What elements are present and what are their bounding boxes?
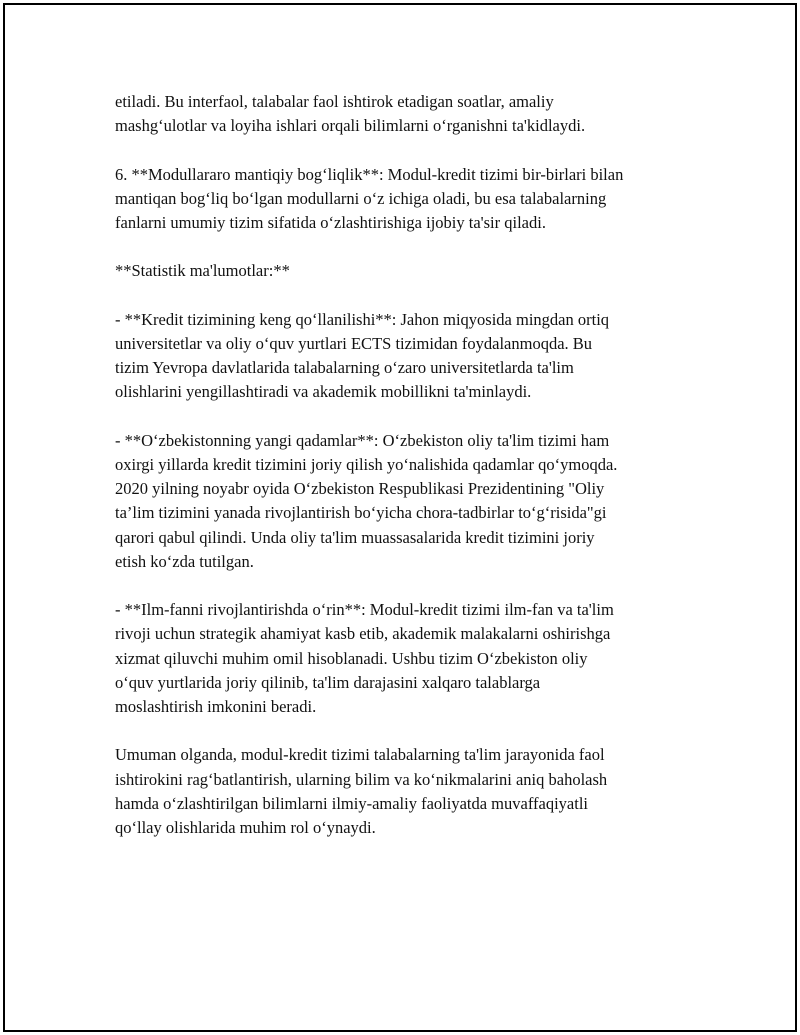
paragraph-spacer bbox=[115, 574, 695, 598]
text-line: moslashtirish imkonini beradi. bbox=[115, 697, 317, 716]
text-line: o‘quv yurtlarida joriy qilinib, ta'lim darajasini xalqaro talablarga bbox=[115, 672, 541, 692]
paragraph bbox=[115, 90, 695, 138]
text-line: qo‘llay olishlarida muhim rol o‘ynaydi. bbox=[115, 818, 376, 837]
paragraph-spacer bbox=[115, 138, 695, 162]
text-line: Umuman olganda, modul-kredit tizimi talabalarning ta'lim jarayonida faol bbox=[115, 745, 605, 765]
text-line: fanlarni umumiy tizim sifatida o‘zlashtirishiga ijobiy ta'sir qiladi. bbox=[115, 213, 546, 232]
text-line: - **Ilm-fanni rivojlantirishda o‘rin**: Modul-kredit tizimi ilm-fan va ta'lim bbox=[115, 600, 614, 620]
text-line: mashg‘ulotlar va loyiha ishlari orqali bilimlarni o‘rganishni ta'kidlaydi. bbox=[115, 116, 586, 136]
text-line: ta’lim tizimini yanada rivojlantirish bo‘yicha chora-tadbirlar to‘g‘risida"gi bbox=[115, 503, 607, 523]
text-line: tizim Yevropa davlatlarida talabalarning o‘zaro universitetlarda ta'lim bbox=[115, 358, 574, 378]
paragraph-spacer bbox=[115, 719, 695, 743]
text-line: oxirgi yillarda kredit tizimini joriy qilish yo‘nalishida qadamlar qo‘ymoqda. bbox=[115, 454, 618, 474]
paragraph-spacer bbox=[115, 284, 695, 308]
paragraph bbox=[115, 429, 695, 574]
text-line: etiladi. Bu interfaol, talabalar faol ishtirok etadigan soatlar, amaliy bbox=[115, 92, 554, 111]
text-line: olishlarini yengillashtiradi va akademik mobillikni ta'minlaydi. bbox=[115, 382, 532, 402]
paragraph-spacer bbox=[115, 235, 695, 259]
text-line: qarori qabul qilindi. Unda oliy ta'lim muassasalarida kredit tizimini joriy bbox=[115, 527, 595, 547]
text-line: etish ko‘zda tutilgan. bbox=[115, 551, 254, 571]
text-line: mantiqan bog‘liq bo‘lgan modullarni o‘z ichiga oladi, bu esa talabalarning bbox=[115, 188, 607, 208]
text-line: - **Kredit tizimining keng qo‘llanilishi**: Jahon miqyosida mingdan ortiq bbox=[115, 309, 610, 329]
text-line: universitetlar va oliy o‘quv yurtlari ECTS tizimidan foydalanmoqda. Bu bbox=[115, 333, 593, 353]
text-line: ishtirokini rag‘batlantirish, ularning bilim va ko‘nikmalarini aniq baholash bbox=[115, 769, 608, 789]
text-line: 2020 yilning noyabr oyida O‘zbekiston Respublikasi Prezidentining "Oliy bbox=[115, 479, 605, 499]
text-line: hamda o‘zlashtirilgan bilimlarni ilmiy-amaliy faoliyatda muvaffaqiyatli bbox=[115, 793, 589, 813]
paragraph bbox=[115, 598, 695, 719]
document-body bbox=[115, 90, 695, 840]
text-line: - **O‘zbekistonning yangi qadamlar**: O‘zbekiston oliy ta'lim tizimi ham bbox=[115, 430, 610, 450]
text-line: xizmat qiluvchi muhim omil hisoblanadi. Ushbu tizim O‘zbekiston oliy bbox=[115, 648, 588, 668]
paragraph bbox=[115, 259, 695, 283]
text-line: rivoji uchun strategik ahamiyat kasb etib, akademik malakalarni oshirishga bbox=[115, 624, 611, 644]
paragraph-spacer bbox=[115, 405, 695, 429]
paragraph bbox=[115, 308, 695, 405]
paragraph bbox=[115, 163, 695, 236]
paragraph bbox=[115, 743, 695, 840]
text-line: 6. **Modullararo mantiqiy bog‘liqlik**: Modul-kredit tizimi bir-birlari bilan bbox=[115, 164, 624, 184]
text-line: **Statistik ma'lumotlar:** bbox=[115, 261, 290, 281]
